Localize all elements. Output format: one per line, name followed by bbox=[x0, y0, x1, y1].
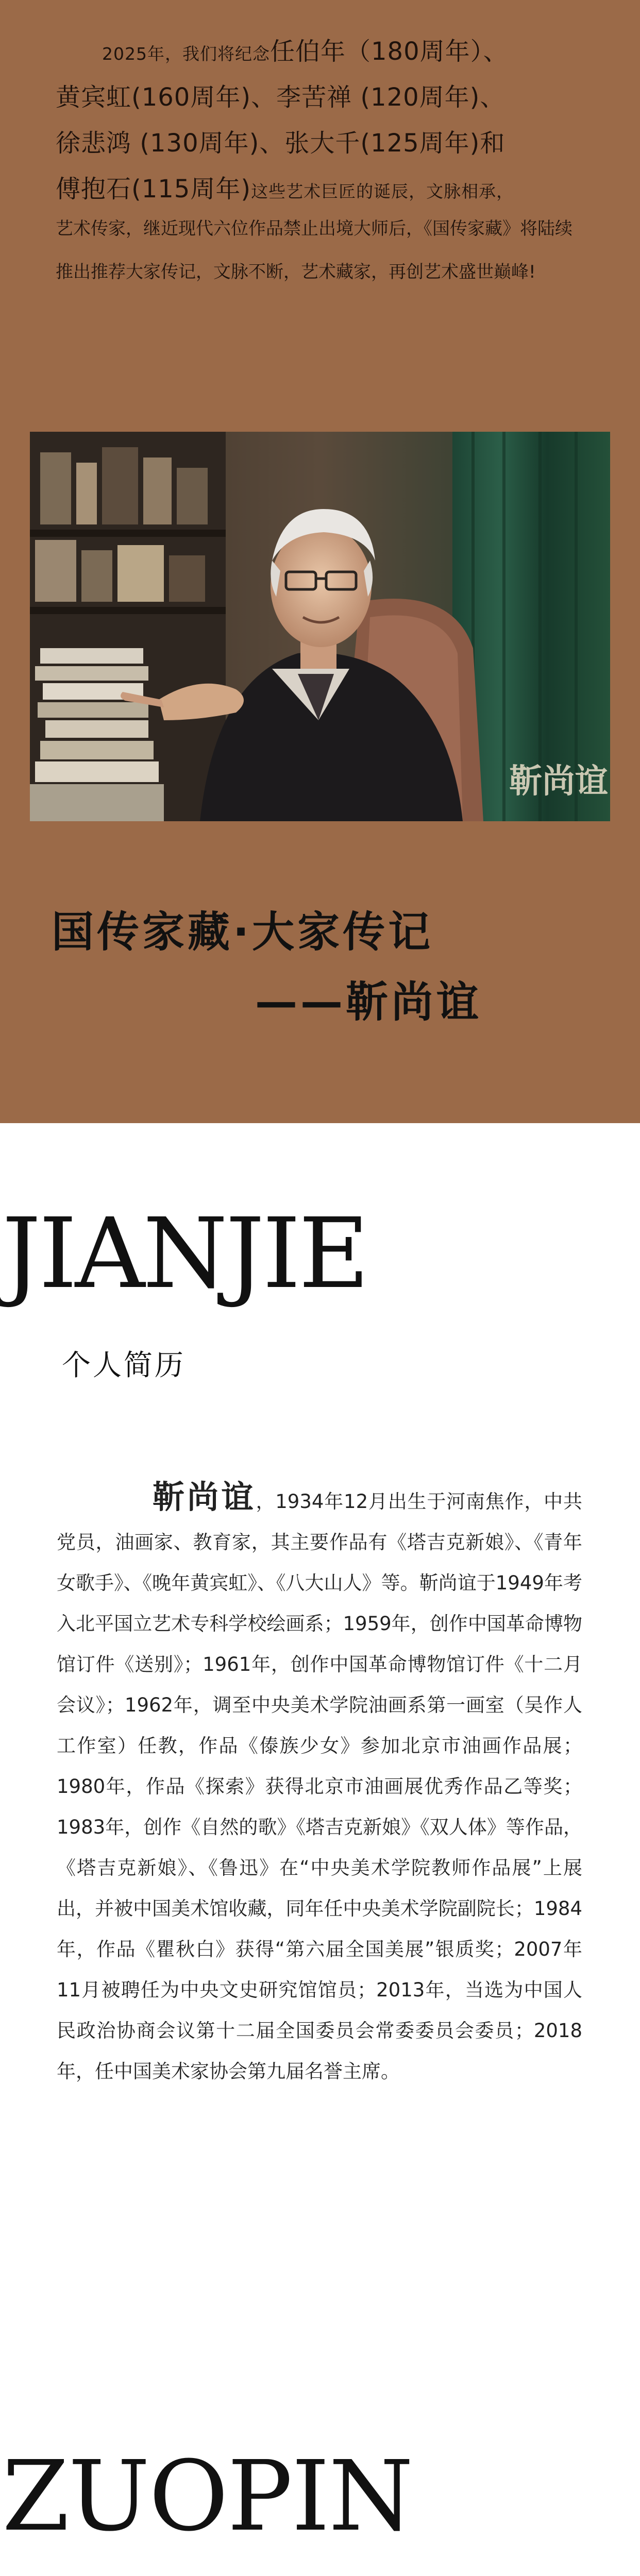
portrait-photo bbox=[30, 432, 610, 821]
portrait-watermark: 靳尚谊 bbox=[509, 762, 608, 801]
biography-paragraph bbox=[57, 1477, 582, 2092]
section-label-resume: 个人简历 bbox=[62, 1349, 186, 1382]
intro-line-4-b: 这些艺术巨匠的诞辰，文脉相承， bbox=[251, 181, 514, 201]
intro-paragraph bbox=[56, 30, 586, 213]
artist-name: 靳尚谊 bbox=[153, 1478, 256, 1516]
intro-line-3: 徐悲鸿 (130周年)、张大千(125周年)和 bbox=[56, 129, 506, 158]
intro-para2-text: 艺术传家，继近现代六位作品禁止出境大师后，《国传家藏》将陆续推出推荐大家传记，文脉不断，艺术藏家，再创艺术盛世巅峰! bbox=[56, 218, 572, 282]
biography-text: ，1934年12月出生于河南焦作，中共党员，油画家、教育家，其主要作品有《塔吉克新娘》、《青年女歌手》、《晚年黄宾虹》、《八大山人》等。靳尚谊于1949年考入北平国立艺术专科学校绘画系；1959年，创作中国革命博物馆订件《送别》；1961年，创作中国革命博物馆订件《十二月会议》；1962年，调至中央美术学院油画系第一画室（吴作人工作室）任教，作品《傣族少女》参加北京市油画作品展；1980年，作品《探索》获得北京市油画展优秀作品乙等奖；1983年，创作《自然的歌》《塔吉克新娘》《双人体》等作品，《塔吉克新娘》、《鲁迅》在“中央美术学院教师作品展”上展出，并被中国美术馆收藏，同年任中央美术学院副院长；1984年，作品《瞿秋白》获得“第六届全国美展”银质奖；2007年11月被聘任为中央文史研究馆馆员；2013年，当选为中国人民政治协商会议第十二届全国委员会常委委员会委员；2018年，任中国美术家协会第九届名誉主席。 bbox=[57, 1490, 582, 2082]
intro-line-2: 黄宾虹(160周年)、李苦禅 (120周年)、 bbox=[56, 83, 506, 112]
intro-line-1-b: 任伯年（180周年）、 bbox=[270, 37, 509, 66]
section-heading-zuopin: ZUOPIN bbox=[2, 2440, 413, 2553]
intro-line-1-a: 2025年，我们将纪念 bbox=[102, 44, 270, 64]
section-heading-jianjie: JIANJIE bbox=[2, 1197, 367, 1310]
intro-line-4-a: 傅抱石(115周年) bbox=[56, 175, 251, 204]
hero-section bbox=[0, 0, 640, 1123]
main-subtitle: ——靳尚谊 bbox=[255, 978, 482, 1027]
main-title: 国传家藏·大家传记 bbox=[52, 908, 434, 957]
portrait-illustration bbox=[30, 432, 610, 821]
intro-paragraph-2 bbox=[56, 207, 586, 294]
